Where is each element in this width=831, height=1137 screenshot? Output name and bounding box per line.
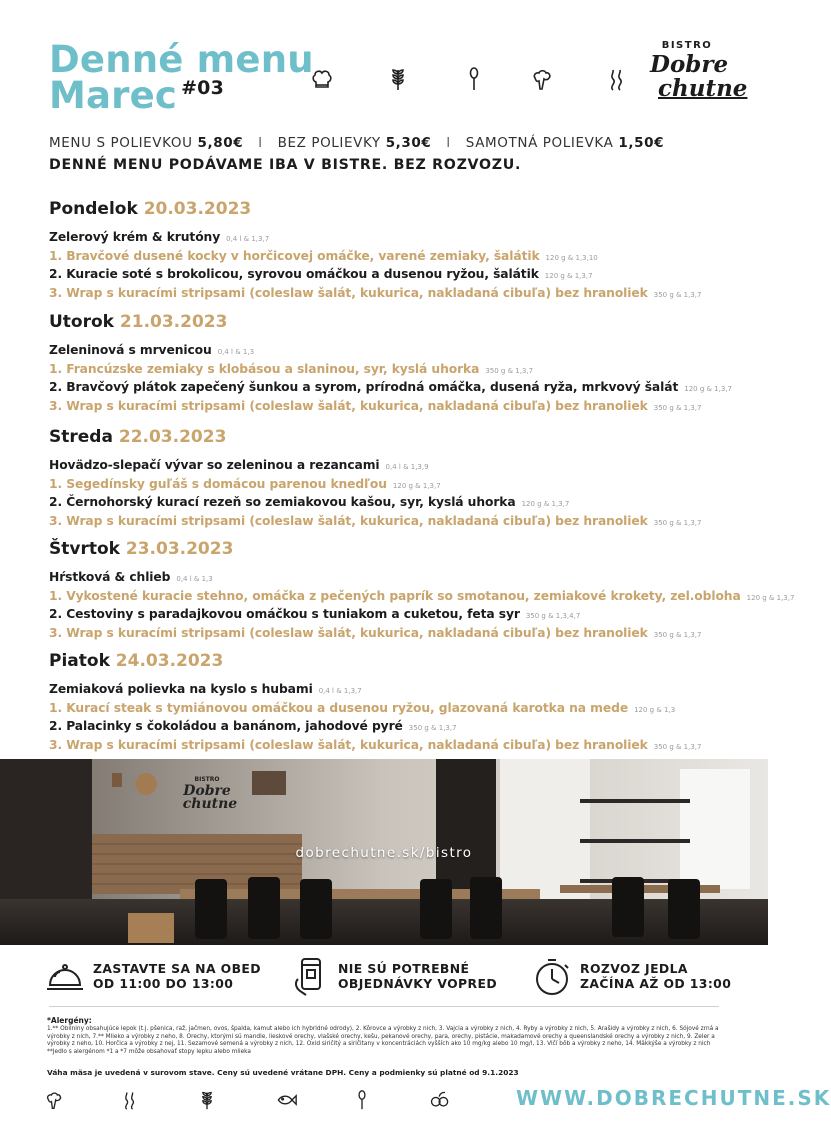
wall-logo-line-2: chutne [182,796,238,812]
day-monday [49,199,749,303]
day-heading [49,427,749,447]
item-meta: 350 g & 1,3,4,7 [525,612,581,620]
item-meta: 120 g & 1,3,7 [684,385,732,393]
day-name: Utorok [49,312,114,332]
day-thursday [49,539,795,643]
broccoli-icon [530,66,554,92]
allergens-list: 1.** Obilniny obsahujúce lepok (t.j. pšenica, raž, jačmen, ovos, špalda, kamut alebo ich hybridné odrody), 2. Kôrovce a výrobky z nich, 3. Vajcia a výrobky z nich, 4. Ryby a výrobky z nich, 5. Arašidy a výrobky z nich, 6. Sójové zrná a výrobky z nich, 7.** Mlieko a výrobky z neho, 8. Orechy, ktorými sú mandle, lieskové orechy, vlašské orechy, kešu, pekanové orechy, para, orechy, pistácie, makadamové orechy a queenslandské orechy a výrobky z nich, 9. Zeler a výrobky z neho, 10. Horčica a výrobky z nej, 11. Sezamové semená a výrobky z nich, 12. Oxid siričitý a siričitany v koncentráciách vyšších ako 10 mg/kg alebo 10 mg/l, 13. Vlčí bôb a výrobky z neho, 14. Mäkkýše a výrobky z nich [47,1026,719,1048]
chef-hat-icon [310,66,334,92]
price-footnote: Váha mäsa je uvedená v surovom stave. Ceny sú uvedené vrátane DPH. Ceny a podmienky sú platné od 9.1.2023 [47,1068,519,1077]
logo-line-2: chutne [658,75,748,102]
menu-item: 3. Wrap s kuracími stripsami (coleslaw šalát, kukurica, nakladaná cibuľa) bez hranoliek 350 g & 1,3,7 [49,398,702,413]
item-meta: 350 g & 1,3,7 [653,630,702,639]
logo-line-1: Dobre [650,51,729,78]
steam-icon [605,66,629,92]
menu-item: 3. Wrap s kuracími stripsami (coleslaw šalát, kukurica, nakladaná cibuľa) bez hranoliek 350 g & 1,3,7 [49,625,702,640]
day-name: Pondelok [49,199,138,219]
spoon-icon [352,1089,372,1111]
title-line-1: Denné menu [49,38,314,81]
photo-url-caption: dobrechutne.sk/bistro [295,845,473,861]
day-name: Streda [49,427,113,447]
bistro-photo [0,759,768,945]
info-line-2: OD 11:00 DO 13:00 [93,976,234,991]
price-without-soup: 5,30€ [385,135,432,151]
item-meta: 0,4 l & 1,3,7 [318,687,362,695]
website-link[interactable]: WWW.DOBRECHUTNE.SK [516,1086,831,1110]
day-heading [49,651,749,671]
cloche-icon [45,957,85,997]
day-wednesday [49,427,749,531]
item-meta: 350 g & 1,3,7 [653,518,702,527]
wall-logo-bistro: BISTRO [194,776,220,783]
footer-divider [49,1006,719,1007]
wall-logo-line-1: Dobre [183,783,231,799]
issue-number: #03 [181,77,225,99]
timer-icon [532,957,572,997]
fish-icon [274,1089,298,1111]
menu-item: 1. Segedínsky guľáš s domácou parenou knedľou 120 g & 1,3,7 [49,476,441,491]
service-notice: DENNÉ MENU PODÁVAME IBA V BISTRE. BEZ ROZVOZU. [49,157,522,173]
menu-item: 2. Kuracie soté s brokolicou, syrovou omáčkou a dusenou ryžou, šalátik 120 g & 1,3,7 [49,267,593,281]
menu-item: 1. Francúzske zemiaky s klobásou a slaninou, syr, kyslá uhorka 350 g & 1,3,7 [49,361,534,376]
item-meta: 0,4 l & 1,3 [217,348,255,356]
info-line-2: OBJEDNÁVKY VOPRED [338,976,498,991]
page-title [49,38,314,120]
item-meta: 350 g & 1,3,7 [653,742,702,751]
info-lunch-hours [45,957,265,997]
peas-icon [428,1089,452,1111]
soup-item: Zeleninová s mrvenicou 0,4 l & 1,3 [49,343,255,357]
item-meta: 350 g & 1,3,7 [653,403,702,412]
price-without-soup-label: BEZ POLIEVKY [277,135,381,151]
menu-item: 2. Černohorský kurací rezeň so zemiakovou kašou, syr, kyslá uhorka 120 g & 1,3,7 [49,495,570,509]
item-meta: 120 g & 1,3,7 [521,500,570,508]
day-date: 24.03.2023 [115,651,224,671]
brand-logo [650,40,748,118]
title-line-2: Marec [49,74,178,117]
price-with-soup: 5,80€ [197,135,244,151]
item-meta: 0,4 l & 1,3 [176,575,213,583]
info-line-1: ROZVOZ JEDLA [580,961,688,976]
item-meta: 120 g & 1,3,7 [544,272,593,280]
allergens-block [47,1016,723,1056]
phone-order-icon [290,957,330,997]
info-line-1: NIE SÚ POTREBNÉ [338,961,470,976]
info-line-1: ZASTAVTE SA NA OBED [93,961,261,976]
price-soup-only: 1,50€ [618,135,665,151]
day-heading [49,199,749,219]
allergens-note: **Jedlo s alergénom *1 a *7 môže obsahovať stopy lepku alebo mlieka [47,1048,251,1055]
wheat-icon [197,1089,217,1111]
item-meta: 120 g & 1,3,10 [545,253,598,262]
menu-item: 3. Wrap s kuracími stripsami (coleslaw šalát, kukurica, nakladaná cibuľa) bez hranoliek 350 g & 1,3,7 [49,285,702,300]
price-separator: I [258,135,263,151]
day-name: Štvrtok [49,539,120,559]
soup-item: Hovädzo-slepačí vývar so zeleninou a rezancami 0,4 l & 1,3,9 [49,458,429,472]
spoon-icon [462,66,486,92]
steam-icon [120,1089,140,1111]
day-date: 23.03.2023 [125,539,234,559]
menu-item: 3. Wrap s kuracími stripsami (coleslaw šalát, kukurica, nakladaná cibuľa) bez hranoliek 350 g & 1,3,7 [49,513,702,528]
day-date: 20.03.2023 [143,199,252,219]
day-tuesday [49,312,749,416]
day-date: 22.03.2023 [118,427,227,447]
price-soup-only-label: SAMOTNÁ POLIEVKA [465,135,614,151]
menu-item: 1. Bravčové dusené kocky v horčicovej omáčke, varené zemiaky, šalátik 120 g & 1,3,10 [49,248,598,263]
allergens-heading: *Alergény: [47,1016,92,1025]
item-meta: 0,4 l & 1,3,9 [385,463,429,471]
wheat-icon [386,66,410,92]
soup-item: Zemiaková polievka na kyslo s hubami 0,4 l & 1,3,7 [49,682,362,696]
broccoli-icon [44,1089,64,1111]
day-heading [49,539,749,559]
pricing-line [49,135,664,151]
price-with-soup-label: MENU S POLIEVKOU [49,135,193,151]
soup-item: Zelerový krém & krutóny 0,4 l & 1,3,7 [49,230,270,244]
menu-item: 1. Kurací steak s tymiánovou omáčkou a dusenou ryžou, glazovaná karotka na mede 120 g & 1,3 [49,700,676,715]
day-name: Piatok [49,651,110,671]
soup-item: Hŕstková & chlieb 0,4 l & 1,3 [49,570,213,584]
item-meta: 120 g & 1,3,7 [392,481,441,490]
day-friday [49,651,749,755]
menu-item: 2. Bravčový plátok zapečený šunkou a syrom, prírodná omáčka, dusená ryža, mrkvový šalát 120 g & 1,3,7 [49,380,732,394]
day-date: 21.03.2023 [119,312,228,332]
menu-item: 2. Cestoviny s paradajkovou omáčkou s tuniakom a cuketou, feta syr 350 g & 1,3,4,7 [49,607,581,621]
item-meta: 350 g & 1,3,7 [408,724,457,732]
item-meta: 0,4 l & 1,3,7 [226,235,270,243]
menu-item: 2. Palacinky s čokoládou a banánom, jahodové pyré 350 g & 1,3,7 [49,719,457,733]
info-delivery-start [532,957,732,997]
item-meta: 120 g & 1,3 [634,705,676,714]
logo-bistro-text: BISTRO [661,40,713,51]
item-meta: 120 g & 1,3,7 [746,593,795,602]
menu-item: 1. Vykostené kuracie stehno, omáčka z pečených paprík so smotanou, zemiakové krokety, zel.obloha 120 g & 1,3,7 [49,588,795,603]
item-meta: 350 g & 1,3,7 [485,366,534,375]
info-no-preorder [290,957,510,997]
info-line-2: ZAČÍNA AŽ OD 13:00 [580,976,732,991]
item-meta: 350 g & 1,3,7 [653,290,702,299]
menu-item: 3. Wrap s kuracími stripsami (coleslaw šalát, kukurica, nakladaná cibuľa) bez hranoliek 350 g & 1,3,7 [49,737,702,752]
price-separator: I [446,135,451,151]
day-heading [49,312,749,332]
